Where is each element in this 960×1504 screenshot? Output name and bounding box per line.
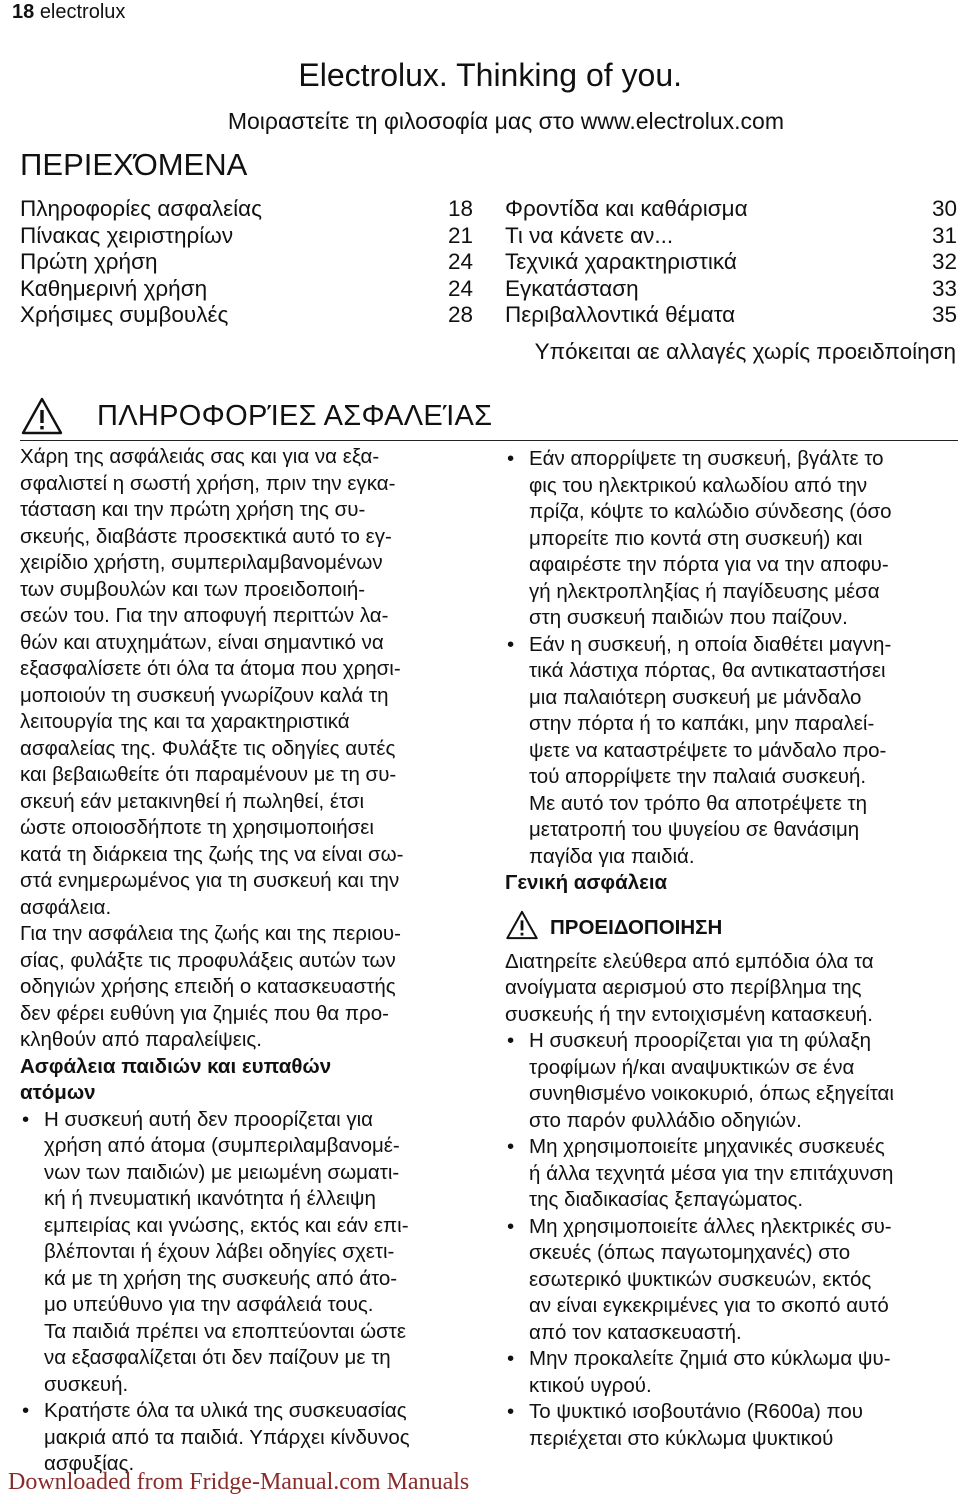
list-item: [505, 1214, 960, 1347]
text-line: τάσταση και την πρώτη χρήση της συ-: [20, 498, 366, 521]
toc-entry-page: 21: [447, 222, 473, 248]
text-line: Ασφάλεια παιδιών και ευπαθών: [20, 1054, 332, 1078]
bullet-icon: •: [507, 1135, 515, 1158]
text-line: περιέχεται στο κύκλωμα ψυκτικού: [529, 1426, 834, 1450]
text-line: χρήση από άτομα (συμπεριλαμβανομέ-: [44, 1134, 400, 1157]
toc-entry-label: Τι να κάνετε αν...: [505, 222, 674, 248]
text-line: παγίδα για παιδιά.: [529, 844, 695, 868]
toc-entry[interactable]: [20, 276, 473, 303]
text-line: νων των παιδιών) με μειωμένη σωματι-: [44, 1160, 400, 1184]
children-safety-heading: [20, 1054, 480, 1107]
text-line: Το ψυκτικό ισοβουτάνιο (R600a) που: [529, 1400, 863, 1423]
general-bullet-list: [505, 1028, 960, 1452]
list-item-text: [529, 1400, 863, 1450]
share-line: Μοιραστείτε τη φιλοσοφία μας στο www.electrolux.com: [227, 108, 784, 134]
text-line: φις του ηλεκτρικού καλωδίου από την: [529, 473, 868, 497]
toc-entry-label: Περιβαλλοντικά θέματα: [505, 302, 736, 327]
warning-label: ΠΡΟΕΙΔΟΠΟΙΗΣΗ: [550, 915, 723, 939]
toc-entry[interactable]: [505, 223, 957, 250]
text-line: των συμβουλών και των προειδοποιή-: [20, 577, 366, 601]
text-line: κή ή πνευματική ικανότητα ή έλλειψη: [44, 1187, 376, 1210]
toc-entry-label: Εγκατάσταση: [505, 275, 639, 301]
toc-entry[interactable]: [505, 302, 957, 329]
list-item: [505, 1399, 960, 1452]
text-line: Εάν η συσκευή, η οποία διαθέτει μαγνη-: [529, 632, 892, 656]
bullet-icon: •: [507, 1347, 515, 1370]
toc-entry-label: Καθημερινή χρήση: [20, 275, 208, 301]
toc-entry[interactable]: [20, 302, 473, 329]
text-line: Χάρη της ασφάλειάς σας και για να εξα-: [20, 445, 380, 468]
list-item: [505, 1028, 960, 1134]
text-line: Διατηρείτε ελεύθερα από εμπόδια όλα τα: [505, 949, 874, 973]
bullet-icon: •: [22, 1399, 30, 1422]
text-line: αν είναι εγκεκριμένες για το σκοπό αυτό: [529, 1294, 889, 1317]
right-column: [505, 446, 960, 1452]
text-line: στο παρόν φυλλάδιο οδηγιών.: [529, 1108, 802, 1132]
list-item: [505, 1346, 960, 1399]
list-item-text: [44, 1399, 410, 1475]
toc-entry-label: Πίνακας χειριστηρίων: [20, 222, 234, 248]
text-line: Με αυτό τον τρόπο θα αποτρέψετε τη: [529, 791, 867, 815]
toc-entry-label: Πληροφορίες ασφαλείας: [20, 196, 262, 221]
text-line: ψετε να καταστρέψετε το μάνδαλο προ-: [529, 738, 887, 762]
subject-to-change-note: Υπόκειται αε αλλαγές χωρίς προειδποίηση: [534, 339, 956, 364]
ventilation-paragraph: [505, 949, 960, 1029]
brand-name: electrolux: [39, 1, 126, 23]
toc-entry-page: 24: [447, 249, 473, 274]
list-item-text: [529, 447, 892, 629]
text-line: μια παλαιότερη συσκευή με μάνδαλο: [529, 685, 862, 709]
page-number: 18: [12, 1, 35, 23]
text-line: Για την ασφάλεια της ζωής και της περιου-: [20, 922, 401, 945]
children-bullet-list-continued: [505, 446, 960, 870]
text-line: δεν φέρει ευθύνη για ζημιές που θα προ-: [20, 1001, 389, 1025]
text-line: μπορείτε πιο κοντά στη συσκευή) και: [529, 526, 863, 550]
contents-title: ΠΕΡΙΕΧΌΜΕΝΑ: [20, 147, 248, 182]
safety-title: ΠΛΗΡΟΦΟΡΊΕΣ ΑΣΦΑΛΕΊΑΣ: [97, 400, 493, 432]
toc-entry-label: Χρήσιμες συμβουλές: [20, 302, 229, 327]
text-line: κτικού υγρού.: [529, 1373, 652, 1397]
general-safety-heading: Γενική ασφάλεια: [505, 871, 668, 894]
text-line: Κρατήστε όλα τα υλικά της συσκευασίας: [44, 1399, 407, 1422]
toc-entry[interactable]: [20, 223, 473, 250]
text-line: από τον κατασκευαστή.: [529, 1320, 742, 1344]
text-line: ώστε οποιοσδήποτε τη χρησιμοποιήσει: [20, 816, 374, 839]
toc-entry-page: 35: [931, 302, 957, 327]
text-line: γή ηλεκτροπληξίας ή παγίδευσης μέσα: [529, 579, 880, 603]
text-line: Η συσκευή αυτή δεν προορίζεται για: [44, 1107, 374, 1131]
list-item-text: [529, 1347, 891, 1397]
list-item-text: [529, 1215, 892, 1344]
text-line: τικά λάστιχα πόρτας, θα αντικαταστήσει: [529, 659, 886, 682]
property-paragraph: [20, 921, 480, 1054]
safety-section-header: [20, 396, 958, 441]
text-line: λειτουργία της και τα χαρακτηριστικά: [20, 710, 350, 733]
text-line: Μη χρησιμοποιείτε άλλες ηλεκτρικές συ-: [529, 1214, 892, 1238]
tagline: Electrolux. Thinking of you.: [298, 57, 682, 93]
warning-triangle-icon: [20, 396, 64, 436]
text-line: Εάν απορρίψετε τη συσκευή, βγάλτε το: [529, 447, 884, 470]
toc-entry-page: 28: [447, 302, 473, 327]
toc-entry-page: 18: [447, 196, 473, 221]
toc-entry[interactable]: [20, 249, 473, 276]
text-line: κατά τη διάρκεια της ζωής της να είναι σω-: [20, 842, 404, 866]
text-line: μο υπεύθυνο για την ασφάλειά τους.: [44, 1293, 374, 1316]
text-line: Η συσκευή προορίζεται για τη φύλαξη: [529, 1029, 872, 1052]
download-source-link[interactable]: Downloaded from Fridge-Manual.com Manuals: [8, 1469, 470, 1495]
warning-triangle-icon: [505, 909, 539, 941]
bullet-icon: •: [507, 1029, 515, 1052]
text-line: μοποιούν τη συσκευή γνωρίζουν καλά τη: [20, 683, 389, 707]
toc-entry[interactable]: [505, 196, 957, 223]
page-header: [12, 0, 125, 24]
text-line: σφαλιστεί η σωστή χρήση, πριν την εγκα-: [20, 471, 396, 495]
toc-entry-page: 32: [931, 249, 957, 274]
text-line: κά με τη χρήση της συσκευής από άτο-: [44, 1266, 398, 1290]
bullet-icon: •: [507, 1214, 515, 1238]
text-line: ατόμων: [20, 1081, 96, 1104]
text-line: στην πόρτα ή το καπάκι, μην παραλεί-: [529, 712, 875, 735]
list-item-text: [44, 1108, 409, 1396]
list-item-text: [529, 1029, 894, 1132]
text-line: συνηθισμένο νοικοκυριό, όπως εξηγείται: [529, 1082, 894, 1105]
text-line: μακριά από τα παιδιά. Υπάρχει κίνδυνος: [44, 1425, 410, 1449]
left-column: [20, 444, 480, 1478]
text-line: σκευές (όπως παγωτομηχανές) στο: [529, 1241, 851, 1264]
toc-entry-label: Πρώτη χρήση: [20, 249, 158, 274]
toc-entry-label: Φροντίδα και καθάρισμα: [505, 196, 748, 221]
text-line: αφαιρέστε την πόρτα για να την αποφυ-: [529, 553, 889, 576]
text-line: εξασφαλίσετε ότι όλα τα άτομα που χρησι-: [20, 657, 401, 680]
text-line: οδηγιών χρήσης επειδή ο κατασκευαστής: [20, 975, 396, 998]
bullet-icon: •: [22, 1107, 30, 1131]
toc-entry-page: 31: [931, 222, 957, 248]
text-line: χειρίδιο χρήστη, συμπεριλαμβανομένων: [20, 551, 383, 574]
toc-left-column: [20, 196, 473, 329]
text-line: σίας, φυλάξτε τις προφυλάξεις αυτών των: [20, 948, 396, 972]
list-item: [505, 632, 960, 871]
text-line: βλέπονται ή έχουν λάβει οδηγίες σχετι-: [44, 1240, 395, 1263]
text-line: συσκευής ή την εντοιχισμένη κατασκευή.: [505, 1002, 873, 1026]
toc-entry-label: Τεχνικά χαρακτηριστικά: [505, 249, 737, 274]
text-line: μετατροπή του ψυγείου σε θανάσιμη: [529, 818, 860, 841]
bullet-icon: •: [507, 632, 515, 656]
bullet-icon: •: [507, 1400, 515, 1423]
toc-entry-page: 30: [931, 196, 957, 221]
text-line: Τα παιδιά πρέπει να εποπτεύονται ώστε: [44, 1319, 407, 1343]
intro-paragraph: [20, 444, 480, 921]
list-item-text: [529, 1135, 893, 1211]
text-line: θών και ατυχημάτων, είναι σημαντικό να: [20, 630, 384, 654]
text-line: ασφάλεια.: [20, 895, 112, 919]
text-line: Μη χρησιμοποιείτε μηχανικές συσκευές: [529, 1135, 885, 1158]
toc-right-column: [505, 196, 957, 329]
text-line: εμπειρίας και γνώσης, εκτός και εάν επι-: [44, 1213, 409, 1237]
list-item: [505, 1134, 960, 1214]
toc-entry-page: 33: [931, 275, 957, 301]
text-line: και βεβαιωθείτε ότι παραμένουν με τη συ-: [20, 763, 397, 786]
list-item: [20, 1398, 480, 1478]
text-line: σκευή εάν μετακινηθεί ή πωληθεί, έτσι: [20, 789, 364, 813]
text-line: πρίζα, κόψτε το καλώδιο σύνδεσης (όσο: [529, 500, 892, 523]
text-line: σεών του. Για την αποφυγή περιττών λα-: [20, 604, 389, 627]
text-line: σκευής, διαβάστε προσεκτικά αυτό το εγ-: [20, 524, 392, 548]
text-line: να εξασφαλίζεται ότι δεν παίζουν με τη: [44, 1346, 391, 1369]
list-item-text: [529, 633, 891, 868]
text-line: της διαδικασίας ξεπαγώματος.: [529, 1188, 804, 1211]
text-line: ασφυξίας.: [44, 1452, 135, 1475]
warning-block: [505, 905, 960, 949]
text-line: ή άλλα τεχνητά μέσα για την επιτάχυνση: [529, 1161, 894, 1185]
toc-entry-page: 24: [447, 275, 473, 301]
text-line: συσκευή.: [44, 1372, 129, 1396]
text-line: εσωτερικό ψυκτικών συσκευών, εκτός: [529, 1267, 872, 1291]
toc-entry[interactable]: [505, 276, 957, 303]
text-line: κληθούν από παραλείψεις.: [20, 1028, 262, 1051]
list-item: [20, 1107, 480, 1399]
text-line: Μην προκαλείτε ζημιά στο κύκλωμα ψυ-: [529, 1347, 891, 1370]
bullet-icon: •: [507, 447, 515, 470]
children-bullet-list: [20, 1107, 480, 1478]
text-line: τού απορρίψετε την παλαιά συσκευή.: [529, 765, 867, 788]
text-line: στά ενημερωμένος για τη συσκευή και την: [20, 869, 400, 892]
list-item: [505, 446, 960, 632]
text-line: ανοίγματα αερισμού στο περίβλημα της: [505, 976, 862, 999]
text-line: ασφαλείας της. Φυλάξτε τις οδηγίες αυτές: [20, 736, 396, 760]
text-line: τροφίμων ή/και αναψυκτικών σε ένα: [529, 1055, 855, 1079]
toc-entry[interactable]: [20, 196, 473, 223]
toc-entry[interactable]: [505, 249, 957, 276]
text-line: στη συσκευή παιδιών που παίζουν.: [529, 606, 848, 629]
